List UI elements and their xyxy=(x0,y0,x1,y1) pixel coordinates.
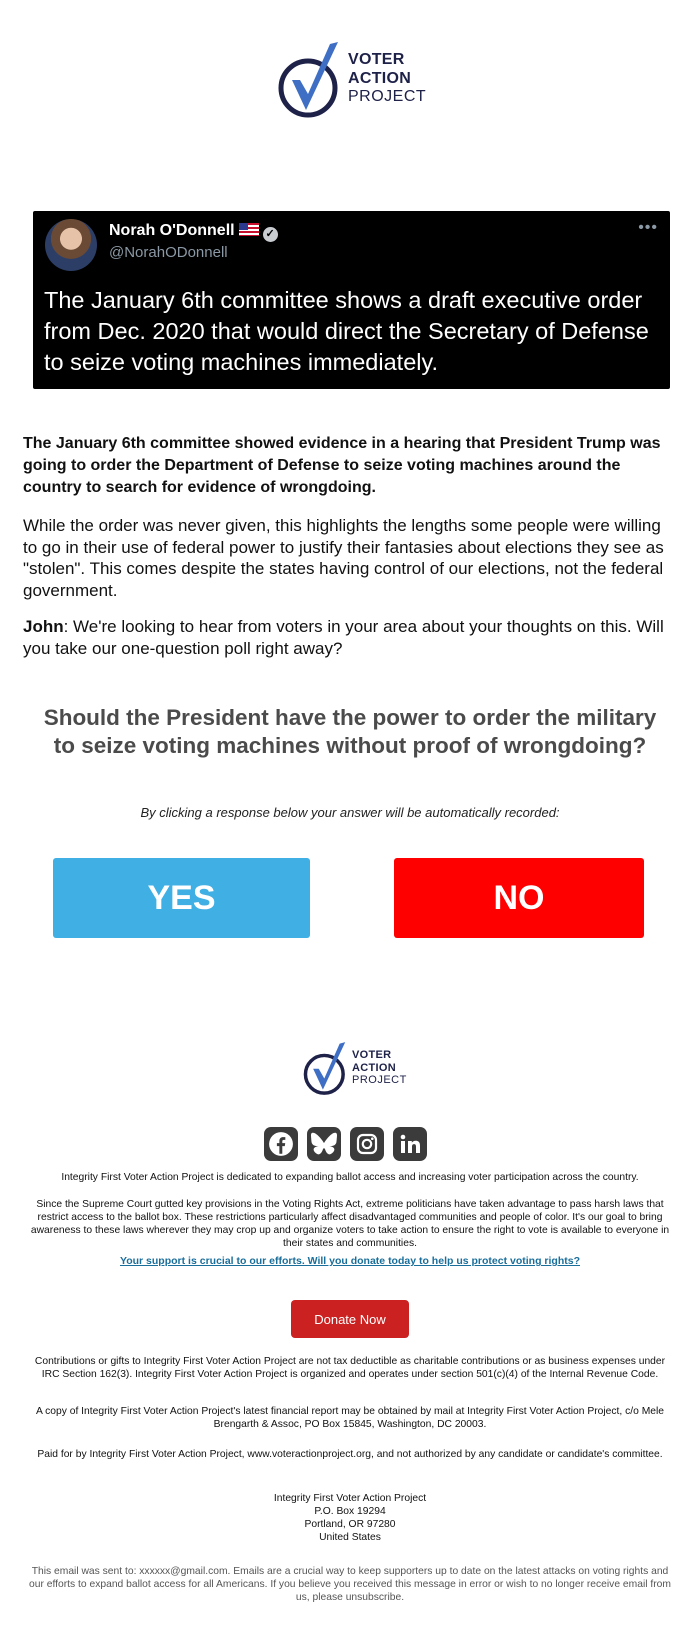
footer-mission: Integrity First Voter Action Project is dedicated to expanding ballot access and increasing voter participation across the country. xyxy=(61,1172,639,1183)
footer-paid-for: Paid for by Integrity First Voter Action Project, www.voteractionproject.org, and not authorized by any candidate or candidate's committee. xyxy=(37,1449,663,1460)
tweet-text: The January 6th committee shows a draft executive order from Dec. 2020 that would direct the Secretary of Defense to seize voting machines immediately. xyxy=(44,287,649,375)
ask-text: : We're looking to hear from voters in your area about your thoughts on this. Will you take our one-question poll right away? xyxy=(23,617,664,658)
logo-wordmark xyxy=(352,1049,407,1087)
logo-line-1: VOTER xyxy=(352,1049,392,1062)
verified-badge-icon: ✓ xyxy=(263,227,278,242)
yes-button[interactable]: YES xyxy=(53,858,310,938)
logo-line-3: PROJECT xyxy=(352,1074,407,1087)
tweet-author-name xyxy=(109,222,278,242)
author-name-text: Norah O'Donnell xyxy=(109,222,235,239)
tweet-handle: @NorahODonnell xyxy=(109,244,228,261)
logo-wordmark xyxy=(348,51,426,106)
avatar xyxy=(45,219,97,271)
signer-name: John xyxy=(23,617,64,636)
logo-line-3: PROJECT xyxy=(348,88,427,106)
logo-line-2: ACTION xyxy=(348,69,412,87)
address-line-1: P.O. Box 19294 xyxy=(314,1506,386,1517)
poll-question: Should the President have the power to order the military to seize voting machines without proof of wrongdoing? xyxy=(43,705,657,758)
us-flag-icon xyxy=(239,223,259,236)
address-org: Integrity First Voter Action Project xyxy=(273,1493,427,1504)
logo-line-2: ACTION xyxy=(352,1061,396,1074)
address-country: United States xyxy=(319,1532,381,1543)
address-line-2: Portland, OR 97280 xyxy=(304,1519,396,1530)
embedded-tweet[interactable] xyxy=(33,211,670,389)
footer-tax-note: Contributions or gifts to Integrity First Voter Action Project are not tax deductible as charitable contributions or as business expenses under IRC Section 162(3). Integrity First Voter Action Project is organized and operates under section 501(c)(4) of the Internal Revenue Code. xyxy=(34,1356,666,1380)
logo-line-1: VOTER xyxy=(348,51,405,69)
linkedin-icon[interactable] xyxy=(393,1127,427,1161)
article-ask xyxy=(23,616,678,659)
footer-address xyxy=(25,1492,675,1544)
facebook-icon[interactable] xyxy=(264,1127,298,1161)
article-lead: The January 6th committee showed evidence in a hearing that President Trump was going to order the Department of Defense to seize voting machines around the country to search for evidence of wrongdoing. xyxy=(23,435,661,496)
footer-logo[interactable] xyxy=(303,1038,407,1098)
donate-support-link[interactable]: Your support is crucial to our efforts. Will you donate today to help us protect voting rights? xyxy=(120,1255,580,1267)
footer-sent-to: This email was sent to: xxxxxx@gmail.com. Emails are a crucial way to keep supporters up to date on the latest attacks on voting rights and our efforts to expand ballot access for all Americans. If you believe you received this message in error or wish to no longer receive email from us, please unsubscribe. xyxy=(29,1566,671,1603)
no-button[interactable]: NO xyxy=(394,858,644,938)
more-options-icon[interactable]: ••• xyxy=(638,219,658,236)
check-mark-circle-icon xyxy=(278,36,340,122)
footer-context: Since the Supreme Court gutted key provisions in the Voting Rights Act, extreme politicians have taken advantage to pass harsh laws that restrict access to the ballot box. These restrictions particularly affect disadvantaged communities and people of color. It's our goal to bring awareness to these laws wherever they may crop up and organize voters to take action to ensure the right to vote is available to everyone in their states and communities. xyxy=(30,1199,670,1249)
poll-instruction: By clicking a response below your answer will be automatically recorded: xyxy=(140,805,560,820)
instagram-icon[interactable] xyxy=(350,1127,384,1161)
header-logo[interactable] xyxy=(278,36,426,122)
donate-now-button[interactable]: Donate Now xyxy=(291,1300,409,1338)
article-paragraph: While the order was never given, this highlights the lengths some people were willing to go in their use of federal power to justify their fantasies about elections they see as "stolen". This comes despite the states having control of our elections, not the federal government. xyxy=(23,516,664,600)
bluesky-icon[interactable] xyxy=(307,1127,341,1161)
check-mark-circle-icon xyxy=(303,1038,347,1098)
social-links xyxy=(264,1127,427,1161)
footer-financial-note: A copy of Integrity First Voter Action Project's latest financial report may be obtained by mail at Integrity First Voter Action Project, c/o Mele Brengarth & Assoc, PO Box 15845, Washington, DC 20003. xyxy=(35,1406,665,1430)
